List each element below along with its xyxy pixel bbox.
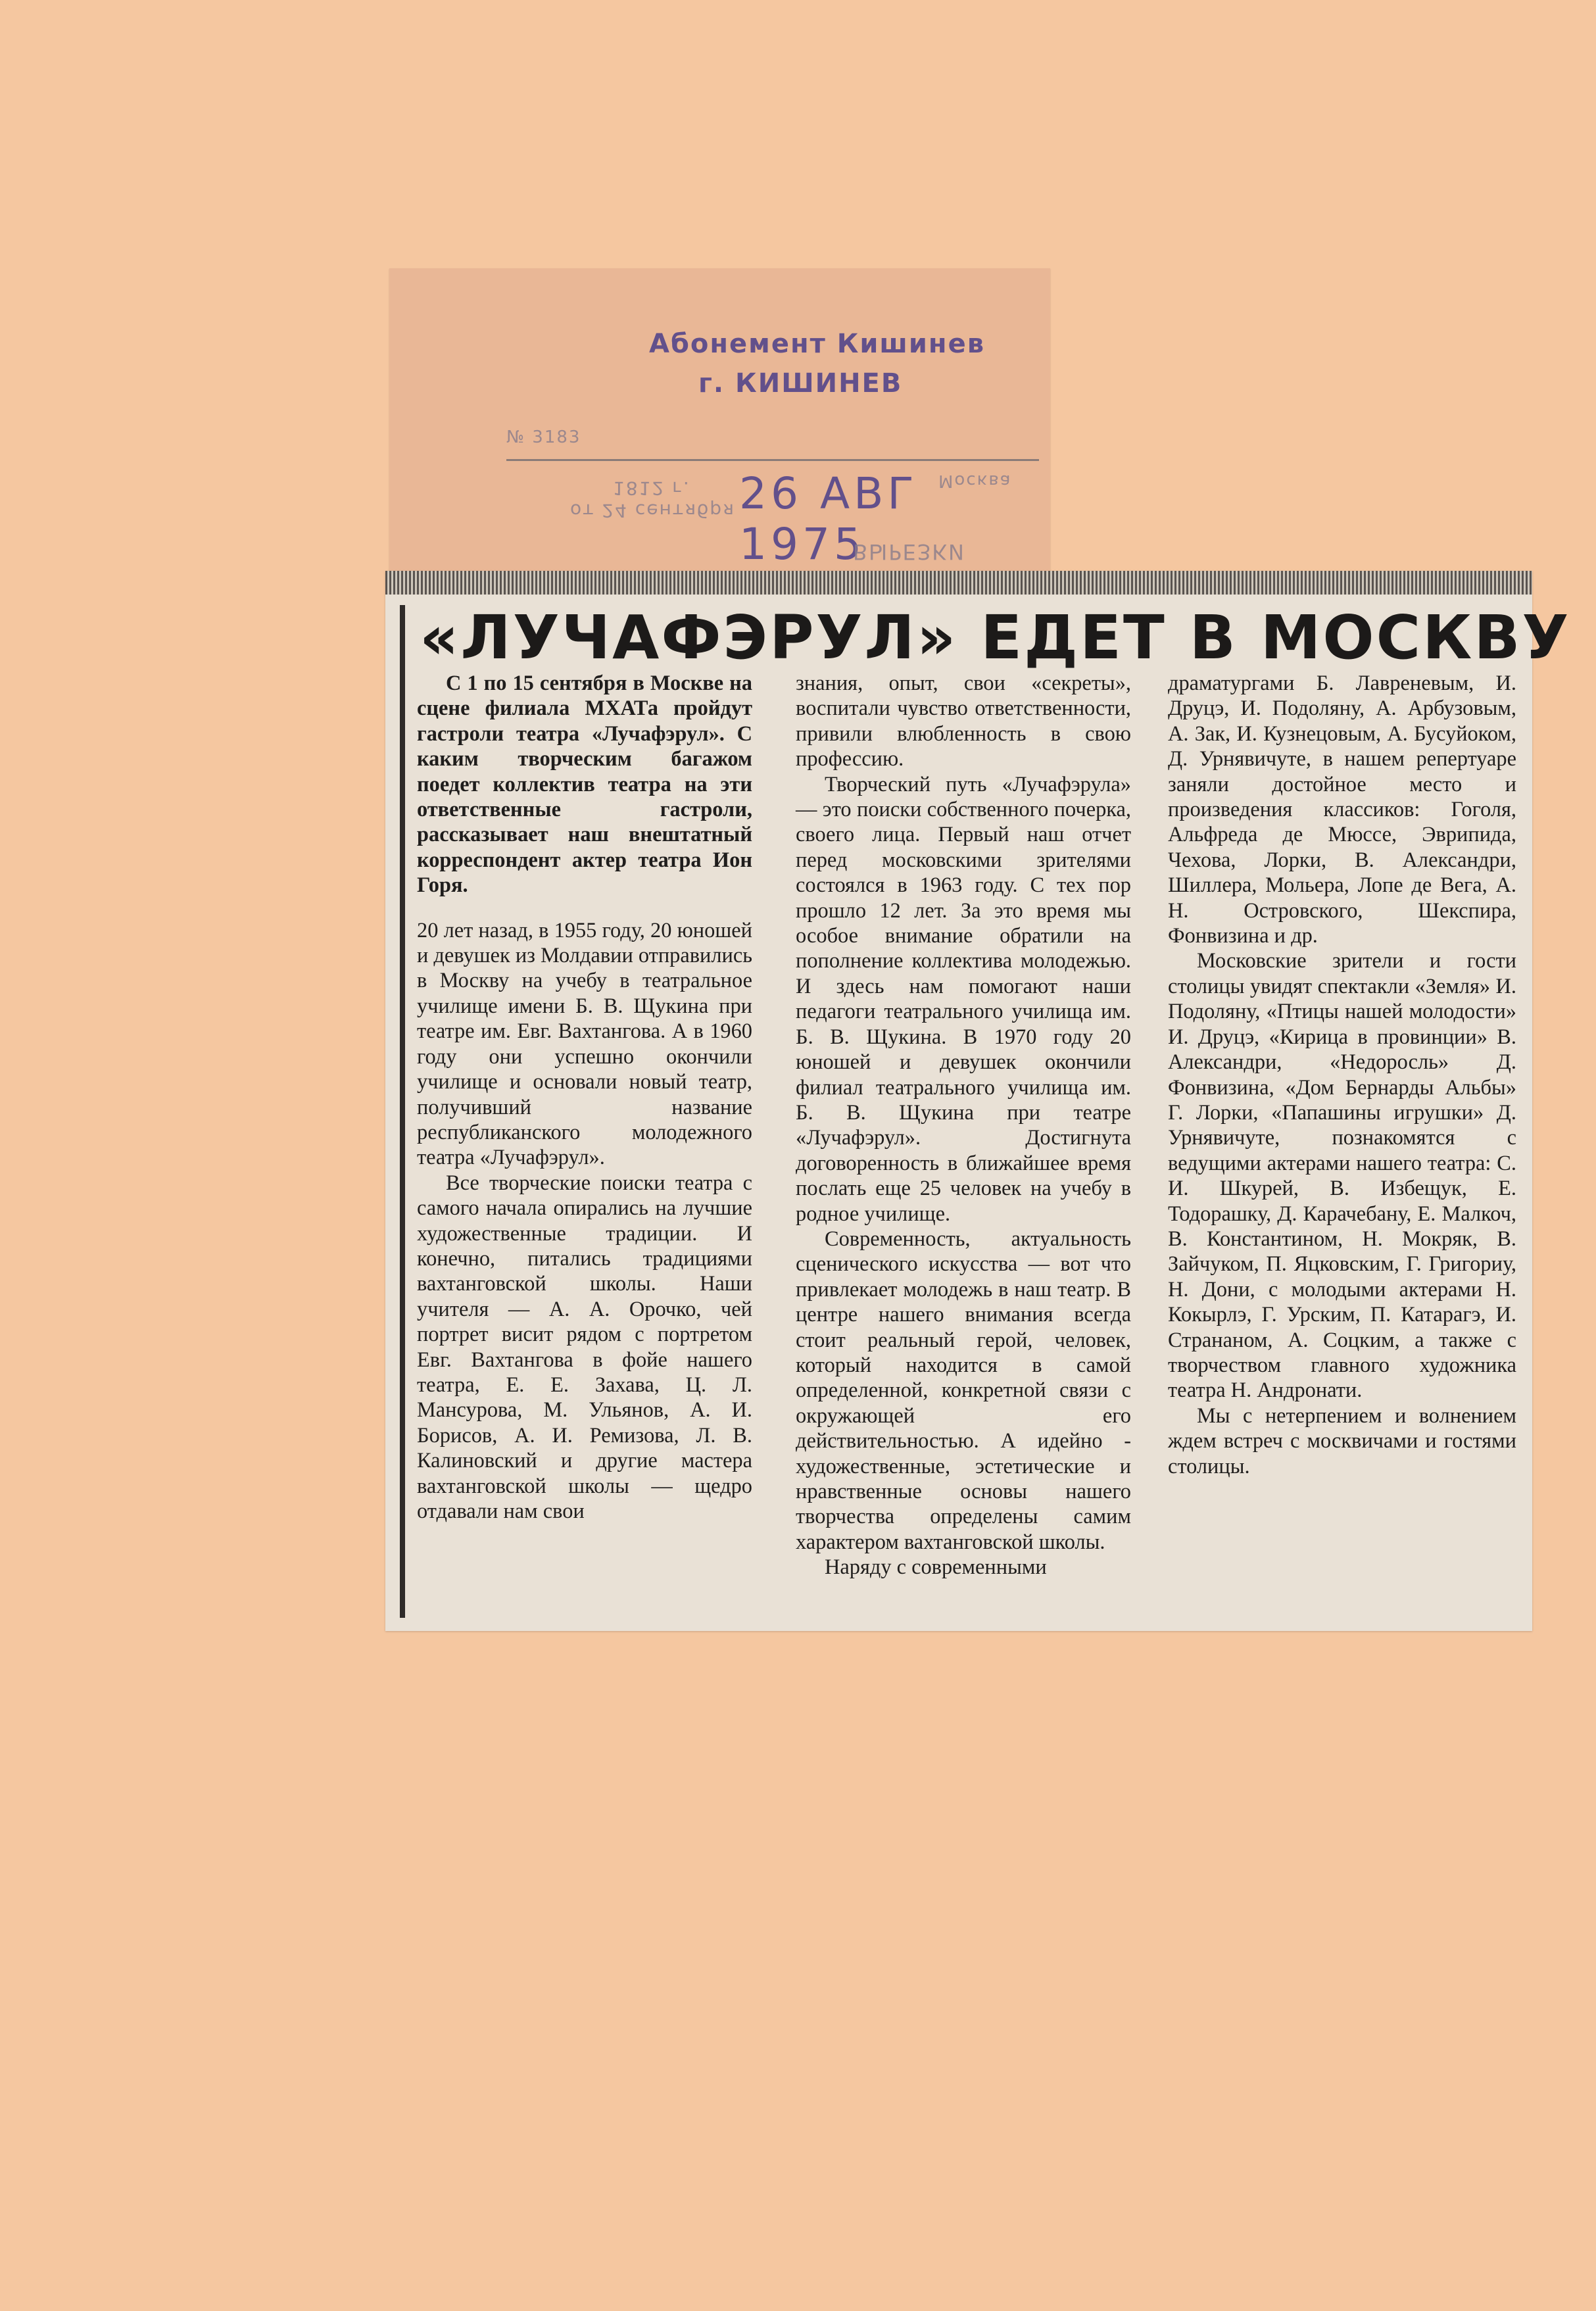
column-3	[1168, 671, 1516, 1479]
newspaper-clipping	[385, 571, 1571, 1631]
header-band	[385, 571, 1532, 595]
paragraph: Все творческие поиски театра с самого начала опирались на лучшие художественные традиции. И конечно, питались традициями вахтанговской школы. Наши учителя — А. А. Орочко, чей портрет висит рядом с портретом Евг. Вахтангова в фойе нашего театра, Е. Е. Захава, Ц. Л. Мансурова, М. Ульянов, А. И. Борисов, А. И. Ремизова, Л. В. Калиновский и другие мастера вахтанговской школы — щедро отдавали нам свои	[417, 1171, 752, 1523]
paragraph: Мы с нетерпением и волнением ждем встреч с москвичами и гостями столицы.	[1168, 1403, 1516, 1478]
paragraph: Московские зрители и гости столицы увидят спектакли «Земля» И. Подоляну, «Птицы нашей молодости» И. Друцэ, «Кирица в провинции» В. Александри, «Недоросль» Д. Фонвизина, «Дом Бернарды Альбы» Г. Лорки, «Папашины игрушки» Д. Урнявичуте, познакомятся с ведущими актерами нашего театра: С. И. Шкурей, В. Избещук, Е. Тодорашку, Д. Карачебану, Е. Малкоч, В. Константином, Н. Мокряк, В. Зайчуком, П. Яцковским, Г. Григориу, Н. Дони, с молодыми актерами Н. Кокырлэ, Г. Урским, П. Катарагэ, И. Странаном, А. Соцким, а также с творчеством главного художника театра Н. Андронати.	[1168, 949, 1516, 1403]
stamp-year-text: 1812 г.	[613, 477, 690, 499]
stamp-city-line: г. КИШИНЕВ	[698, 368, 903, 399]
paragraph: Наряду с современными	[825, 1555, 1047, 1580]
stamp-agency-line: Абонемент Кишинев	[649, 329, 986, 359]
column-1	[417, 671, 752, 1524]
lead-paragraph: С 1 по 15 сентября в Москве на сцене филиала МХАТа пройдут гастроли театра «Лучафэрул». С каким творческим багажом поедет коллектив театра на эти ответственные гастроли, рассказывает наш внештатный корреспондент актер театра Ион Горя.	[417, 671, 752, 898]
stamp-city-text: Москва	[938, 471, 1012, 491]
stamp-slip	[389, 268, 1050, 577]
left-rule	[400, 605, 405, 1618]
column-2	[796, 671, 1131, 1580]
stamp-date-text: от 24 сентября	[570, 500, 735, 522]
paragraph: знания, опыт, свои «секреты», воспитали чувство ответственности, привили влюбленность в свою профессию.	[796, 671, 1131, 771]
stamp-rule	[506, 459, 1039, 461]
paragraph: драматургами Б. Лавреневым, И. Друцэ, И. Подоляну, А. Арбузовым, А. Зак, И. Кузнецовым, А. Бусуйоком, Д. Урнявичуте, в нашем репертуаре заняли достойное место и произведения классиков: Гоголя, Альфреда де Мюссе, Эврипида, Чехова, Лорки, В. Александри, Шиллера, Мольера, Лопе де Вега, А. Н. Островского, Шекспира, Фонвизина и др.	[1168, 671, 1516, 948]
headline: «ЛУЧАФЭРУЛ» ЕДЕТ В МОСКВУ	[420, 602, 1571, 673]
stamp-date: 26 АВГ 1975	[739, 468, 918, 570]
stamp-number: № 3183	[506, 427, 581, 447]
paragraph: Творческий путь «Лучафэрула» — это поиски собственного почерка, своего лица. Первый наш отчет перед московскими зрителями состоялся в 1963 году. С тех пор прошло 12 лет. За это время мы особое внимание обратили на пополнение коллектива молодежью. И здесь нам помогают наши педагоги театрального училища им. Б. В. Щукина. В 1970 году 20 юношей и девушек окончили филиал театрального училища им. Б. В. Щукина при театре «Лучафэрул». Достигнута договоренность в ближайшее время послать еще 25 человек на учебу в родное училище.	[796, 772, 1131, 1226]
paragraph: 20 лет назад, в 1955 году, 20 юношей и девушек из Молдавии отправились в Москву на учебу в театральное училище имени Б. В. Щукина при театре им. Евг. Вахтангова. А в 1960 году они успешно окончили училище и основали новый театр, получивший название республиканского молодежного театра «Лучафэрул».	[417, 918, 752, 1170]
stamp-bottom-text: ВЫРЕЗКИ	[853, 539, 965, 564]
paragraph: Современность, актуальность сценического искусства — вот что привлекает молодежь в наш театр. В центре нашего внимания всегда стоит реальный герой, человек, который находится в самой определенной, конкретной связи с окружающей его действительностью. А идейно - художественные, эстетические и нравственные основы нашего творчества определены самим характером вахтанговской школы.	[796, 1227, 1131, 1554]
